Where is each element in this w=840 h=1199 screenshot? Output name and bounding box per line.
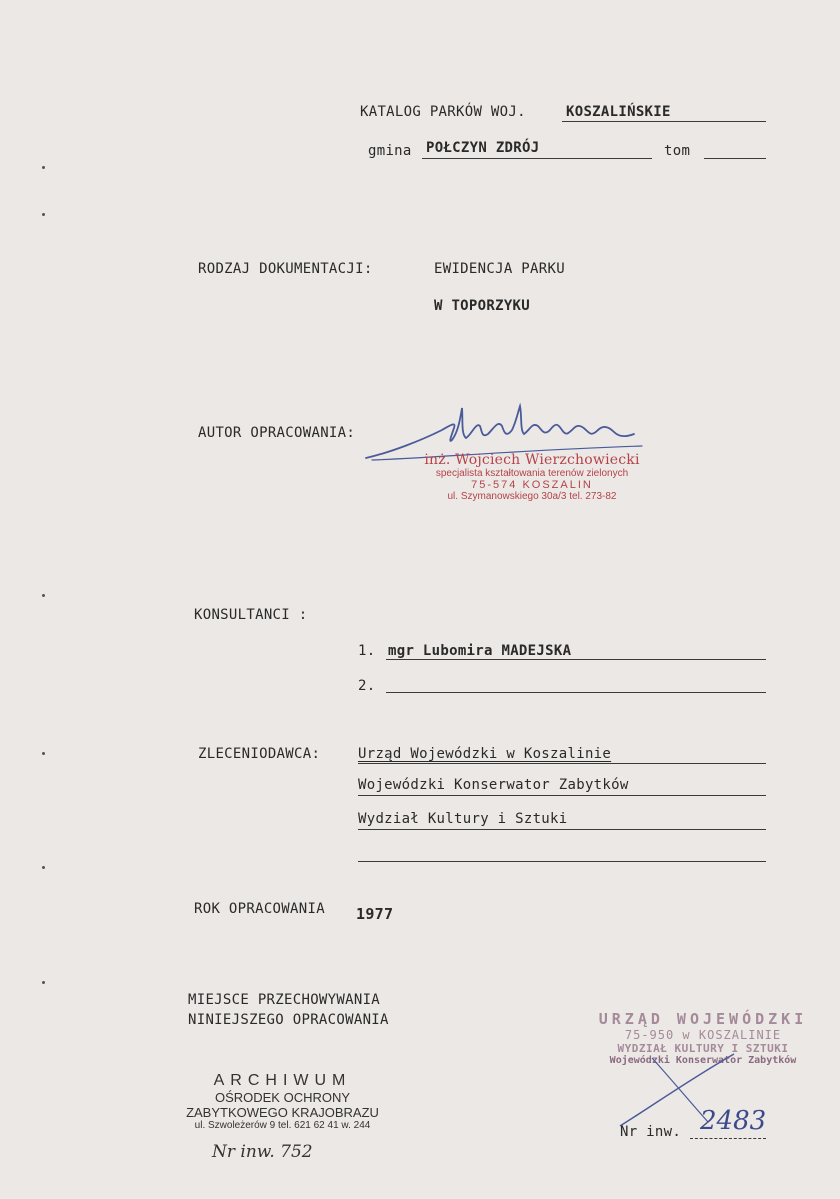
tom-underline — [704, 158, 766, 159]
dokumentacja-line2: W TOPORZYKU — [434, 298, 531, 314]
nr-inw-underline — [690, 1138, 766, 1139]
archiwum-title: ARCHIWUM — [213, 1072, 352, 1089]
autor-label: AUTOR OPRACOWANIA: — [198, 425, 356, 441]
margin-dot — [42, 981, 45, 984]
urzad-stamp-line3: WYDZIAŁ KULTURY I SZTUKI — [617, 1042, 789, 1055]
author-stamp-city: 75-574 KOSZALIN — [471, 479, 593, 491]
konsultant-1-underline — [386, 659, 766, 660]
gmina-label: gmina — [368, 143, 412, 159]
rok-label: ROK OPRACOWANIA — [194, 901, 325, 917]
archiwum-stamp — [170, 1072, 395, 1131]
miejsce-line2: NINIEJSZEGO OPRACOWANIA — [188, 1012, 389, 1028]
author-stamp-addr: ul. Szymanowskiego 30a/3 tel. 273-82 — [447, 491, 617, 502]
tom-label: tom — [664, 143, 691, 159]
wojewodztwo-underline — [562, 121, 766, 122]
rok-value: 1977 — [356, 905, 394, 923]
konsultanci-label: KONSULTANCI : — [194, 607, 308, 623]
author-stamp — [412, 452, 652, 502]
zleceniodawca-line3-underline — [358, 829, 766, 830]
zleceniodawca-line2: Wojewódzki Konserwator Zabytków — [358, 777, 629, 793]
zleceniodawca-line1: Urząd Wojewódzki w Koszalinie — [358, 746, 612, 762]
gmina-value: POŁCZYN ZDRÓJ — [426, 140, 540, 156]
konsultant-2-num: 2. — [358, 678, 376, 694]
author-stamp-name: inż. Wojciech Wierzchowiecki — [424, 452, 640, 468]
margin-dot — [42, 166, 45, 169]
nr-inw-label: Nr inw. — [620, 1124, 682, 1140]
zleceniodawca-line2-underline — [358, 795, 766, 796]
dokumentacja-line1: EWIDENCJA PARKU — [434, 261, 565, 277]
zleceniodawca-line3: Wydział Kultury i Sztuki — [358, 811, 568, 827]
konsultant-1-num: 1. — [358, 643, 376, 659]
dokumentacja-label: RODZAJ DOKUMENTACJI: — [198, 261, 373, 277]
zleceniodawca-line1-underline — [358, 763, 766, 764]
archiwum-line2: OŚRODEK OCHRONY — [214, 1090, 351, 1105]
archiwum-handwritten-nr: Nr inw. 752 — [212, 1142, 313, 1162]
miejsce-line1: MIEJSCE PRZECHOWYWANIA — [188, 992, 381, 1008]
zleceniodawca-line4-underline — [358, 861, 766, 862]
gmina-underline — [422, 158, 652, 159]
archiwum-address: ul. Szwoleżerów 9 tel. 621 62 41 w. 244 — [194, 1120, 371, 1131]
konsultant-1-name: mgr Lubomira MADEJSKA — [388, 643, 572, 659]
margin-dot — [42, 213, 45, 216]
margin-dot — [42, 866, 45, 869]
margin-dot — [42, 752, 45, 755]
urzad-stamp-line1: URZĄD WOJEWÓDZKI — [598, 1010, 808, 1028]
urzad-stamp-line2: 75-950 w KOSZALINIE — [624, 1028, 782, 1042]
urzad-stamp-line4: Wojewódzki Konserwator Zabytków — [609, 1055, 797, 1066]
archiwum-line3: ZABYTKOWEGO KRAJOBRAZU — [186, 1105, 379, 1120]
margin-dot — [42, 594, 45, 597]
author-stamp-spec: specjalista kształtowania terenów zielonych — [435, 468, 629, 479]
konsultant-2-underline — [386, 692, 766, 693]
nr-inw-value: 2483 — [700, 1106, 767, 1136]
wojewodztwo-value: KOSZALIŃSKIE — [566, 104, 671, 120]
katalog-label: KATALOG PARKÓW WOJ. — [360, 104, 526, 120]
zleceniodawca-label: ZLECENIODAWCA: — [198, 746, 321, 762]
